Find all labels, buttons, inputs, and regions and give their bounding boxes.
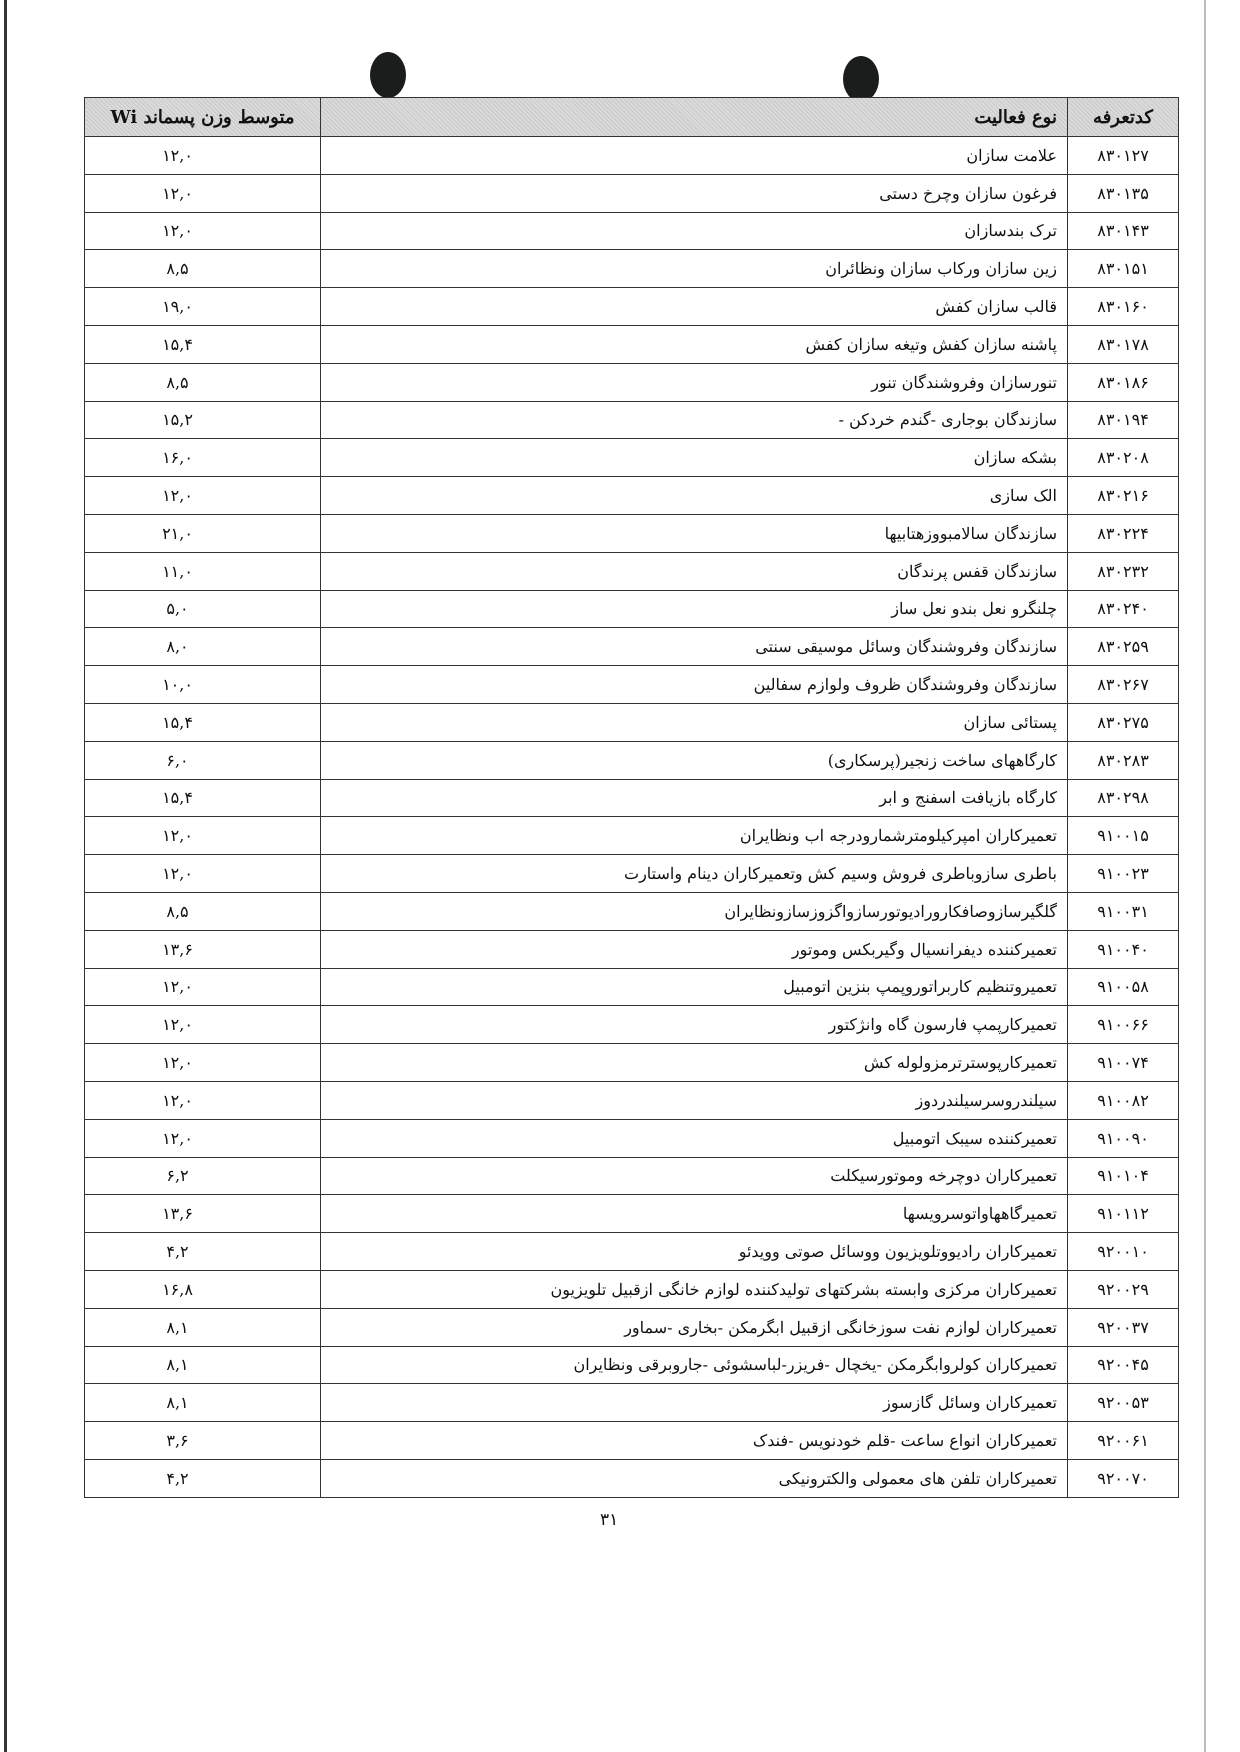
cell-code: ۸۳۰۲۹۸ — [1068, 779, 1179, 817]
cell-weight: ۱۲,۰ — [85, 1081, 321, 1119]
cell-weight: ۱۵,۴ — [85, 703, 321, 741]
table-row — [85, 1119, 1179, 1157]
cell-activity: سازندگان بوجاری -گندم خردکن - — [321, 401, 1068, 439]
cell-activity: تعمیرکارپوسترترمزولوله کش — [321, 1044, 1068, 1082]
cell-activity: علامت سازان — [321, 137, 1068, 175]
cell-weight: ۱۲,۰ — [85, 477, 321, 515]
cell-activity: تعمیرکاران انواع ساعت -قلم خودنویس -فندک — [321, 1422, 1068, 1460]
cell-code: ۹۲۰۰۳۷ — [1068, 1308, 1179, 1346]
cell-activity: تعمیروتنظیم کاربراتوروپمپ بنزین اتومبیل — [321, 968, 1068, 1006]
table-row — [85, 855, 1179, 893]
header-activity: نوع فعالیت — [321, 98, 1068, 137]
cell-weight: ۱۰,۰ — [85, 666, 321, 704]
table-row — [85, 325, 1179, 363]
cell-code: ۹۲۰۰۷۰ — [1068, 1459, 1179, 1497]
cell-weight: ۱۵,۴ — [85, 779, 321, 817]
cell-code: ۸۳۰۱۶۰ — [1068, 288, 1179, 326]
table-row — [85, 363, 1179, 401]
cell-weight: ۸,۰ — [85, 628, 321, 666]
cell-activity: پاشنه سازان کفش وتیغه سازان کفش — [321, 325, 1068, 363]
table-row — [85, 892, 1179, 930]
cell-weight: ۱۲,۰ — [85, 137, 321, 175]
cell-weight: ۱۲,۰ — [85, 817, 321, 855]
cell-weight: ۸,۱ — [85, 1308, 321, 1346]
cell-weight: ۱۲,۰ — [85, 1006, 321, 1044]
cell-activity: سیلندروسرسیلندردوز — [321, 1081, 1068, 1119]
table-row — [85, 1044, 1179, 1082]
table-body — [85, 137, 1179, 1498]
cell-weight: ۵,۰ — [85, 590, 321, 628]
cell-weight: ۱۲,۰ — [85, 174, 321, 212]
cell-code: ۹۱۰۰۹۰ — [1068, 1119, 1179, 1157]
table-row — [85, 1422, 1179, 1460]
table-row — [85, 1270, 1179, 1308]
table-row — [85, 741, 1179, 779]
cell-weight: ۶,۲ — [85, 1157, 321, 1195]
cell-code: ۹۲۰۰۱۰ — [1068, 1233, 1179, 1271]
cell-weight: ۱۳,۶ — [85, 930, 321, 968]
scan-edge-right — [1204, 0, 1206, 1752]
cell-activity: سازندگان وفروشندگان وسائل موسیقی سنتی — [321, 628, 1068, 666]
cell-weight: ۸,۱ — [85, 1346, 321, 1384]
cell-code: ۸۳۰۲۶۷ — [1068, 666, 1179, 704]
punch-hole — [370, 52, 406, 98]
cell-activity: قالب سازان کفش — [321, 288, 1068, 326]
cell-code: ۹۱۰۰۶۶ — [1068, 1006, 1179, 1044]
table-row — [85, 590, 1179, 628]
cell-weight: ۸,۱ — [85, 1384, 321, 1422]
table-row — [85, 514, 1179, 552]
cell-code: ۸۳۰۲۷۵ — [1068, 703, 1179, 741]
table-row — [85, 288, 1179, 326]
table-row — [85, 1384, 1179, 1422]
cell-code: ۹۲۰۰۶۱ — [1068, 1422, 1179, 1460]
cell-activity: پستائی سازان — [321, 703, 1068, 741]
table-row — [85, 477, 1179, 515]
cell-code: ۹۱۰۱۰۴ — [1068, 1157, 1179, 1195]
cell-code: ۹۱۰۰۱۵ — [1068, 817, 1179, 855]
cell-code: ۹۱۰۰۳۱ — [1068, 892, 1179, 930]
cell-activity: باطری سازوباطری فروش وسیم کش وتعمیرکاران دینام واستارت — [321, 855, 1068, 893]
cell-code: ۸۳۰۱۳۵ — [1068, 174, 1179, 212]
cell-code: ۸۳۰۲۰۸ — [1068, 439, 1179, 477]
cell-code: ۹۱۰۰۲۳ — [1068, 855, 1179, 893]
cell-activity: تعمیرکاران وسائل گازسوز — [321, 1384, 1068, 1422]
cell-activity: تعمیرکاران تلفن های معمولی والکترونیکی — [321, 1459, 1068, 1497]
header-weight: متوسط وزن پسماند Wi — [85, 98, 321, 137]
table-row — [85, 212, 1179, 250]
cell-weight: ۴,۲ — [85, 1459, 321, 1497]
cell-activity: تعمیرکاران دوچرخه وموتورسیکلت — [321, 1157, 1068, 1195]
cell-weight: ۱۵,۲ — [85, 401, 321, 439]
cell-code: ۹۱۰۱۱۲ — [1068, 1195, 1179, 1233]
table-row — [85, 552, 1179, 590]
cell-activity: چلنگرو نعل بندو نعل ساز — [321, 590, 1068, 628]
cell-activity: بشکه سازان — [321, 439, 1068, 477]
cell-activity: ترک بندسازان — [321, 212, 1068, 250]
cell-weight: ۲۱,۰ — [85, 514, 321, 552]
table-row — [85, 1308, 1179, 1346]
cell-code: ۸۳۰۲۸۳ — [1068, 741, 1179, 779]
cell-code: ۹۱۰۰۸۲ — [1068, 1081, 1179, 1119]
punch-hole — [843, 56, 879, 102]
cell-code: ۹۲۰۰۴۵ — [1068, 1346, 1179, 1384]
table-row — [85, 439, 1179, 477]
cell-activity: تعمیرکننده سیبک اتومبیل — [321, 1119, 1068, 1157]
cell-weight: ۴,۲ — [85, 1233, 321, 1271]
cell-weight: ۶,۰ — [85, 741, 321, 779]
table-row — [85, 1157, 1179, 1195]
cell-code: ۹۲۰۰۵۳ — [1068, 1384, 1179, 1422]
table-row — [85, 137, 1179, 175]
tariff-table — [84, 97, 1179, 1498]
cell-activity: تنورسازان وفروشندگان تنور — [321, 363, 1068, 401]
cell-weight: ۱۵,۴ — [85, 325, 321, 363]
cell-code: ۹۲۰۰۲۹ — [1068, 1270, 1179, 1308]
cell-weight: ۳,۶ — [85, 1422, 321, 1460]
header-code: کدتعرفه — [1068, 98, 1179, 137]
cell-activity: تعمیرکاران مرکزی وابسته بشرکتهای تولیدکننده لوازم خانگی ازقبیل تلویزیون — [321, 1270, 1068, 1308]
table-row — [85, 628, 1179, 666]
scan-edge-left — [4, 0, 7, 1752]
cell-activity: سازندگان وفروشندگان ظروف ولوازم سفالین — [321, 666, 1068, 704]
cell-weight: ۱۱,۰ — [85, 552, 321, 590]
cell-activity: تعمیرکارپمپ فارسون گاه وانژکتور — [321, 1006, 1068, 1044]
table-row — [85, 1233, 1179, 1271]
cell-weight: ۸,۵ — [85, 250, 321, 288]
cell-code: ۹۱۰۰۷۴ — [1068, 1044, 1179, 1082]
cell-weight: ۱۶,۰ — [85, 439, 321, 477]
cell-code: ۸۳۰۲۲۴ — [1068, 514, 1179, 552]
cell-activity: تعمیرکاران لوازم نفت سوزخانگی ازقبیل ابگرمکن -بخاری -سماور — [321, 1308, 1068, 1346]
cell-activity: تعمیرگاههاواتوسرویسها — [321, 1195, 1068, 1233]
cell-weight: ۱۲,۰ — [85, 1044, 321, 1082]
cell-code: ۸۳۰۲۴۰ — [1068, 590, 1179, 628]
cell-code: ۹۱۰۰۵۸ — [1068, 968, 1179, 1006]
page-number: ۳۱ — [600, 1510, 619, 1530]
cell-code: ۸۳۰۱۴۳ — [1068, 212, 1179, 250]
table-row — [85, 401, 1179, 439]
cell-weight: ۸,۵ — [85, 363, 321, 401]
table-row — [85, 1459, 1179, 1497]
cell-activity: سازندگان قفس پرندگان — [321, 552, 1068, 590]
table-row — [85, 779, 1179, 817]
cell-code: ۸۳۰۲۳۲ — [1068, 552, 1179, 590]
table-header-row — [85, 98, 1179, 137]
cell-code: ۹۱۰۰۴۰ — [1068, 930, 1179, 968]
cell-code: ۸۳۰۱۹۴ — [1068, 401, 1179, 439]
cell-code: ۸۳۰۱۵۱ — [1068, 250, 1179, 288]
cell-weight: ۱۹,۰ — [85, 288, 321, 326]
cell-activity: تعمیرکاران امپرکیلومترشمارودرجه اب ونظایران — [321, 817, 1068, 855]
cell-activity: گلگیرسازوصافکارورادیوتورسازواگزوزسازونظایران — [321, 892, 1068, 930]
cell-weight: ۱۲,۰ — [85, 212, 321, 250]
cell-activity: تعمیرکاران کولروابگرمکن -یخچال -فریزر-لباسشوئی -جاروبرقی ونظایران — [321, 1346, 1068, 1384]
table-row — [85, 174, 1179, 212]
cell-weight: ۱۲,۰ — [85, 855, 321, 893]
cell-activity: سازندگان سالامبووزهتابیها — [321, 514, 1068, 552]
cell-activity: زین سازان ورکاب سازان ونظائران — [321, 250, 1068, 288]
cell-weight: ۱۳,۶ — [85, 1195, 321, 1233]
table-row — [85, 968, 1179, 1006]
cell-weight: ۱۲,۰ — [85, 968, 321, 1006]
cell-code: ۸۳۰۱۸۶ — [1068, 363, 1179, 401]
table-row — [85, 1006, 1179, 1044]
cell-code: ۸۳۰۲۱۶ — [1068, 477, 1179, 515]
cell-activity: کارگاه بازیافت اسفنج و ابر — [321, 779, 1068, 817]
cell-weight: ۸,۵ — [85, 892, 321, 930]
table-row — [85, 703, 1179, 741]
table-row — [85, 1346, 1179, 1384]
table-row — [85, 1195, 1179, 1233]
cell-activity: کارگاههای ساخت زنجیر(پرسکاری) — [321, 741, 1068, 779]
cell-activity: تعمیرکاران رادیووتلویزیون ووسائل صوتی وویدئو — [321, 1233, 1068, 1271]
cell-weight: ۱۲,۰ — [85, 1119, 321, 1157]
table-row — [85, 930, 1179, 968]
cell-code: ۸۳۰۲۵۹ — [1068, 628, 1179, 666]
cell-weight: ۱۶,۸ — [85, 1270, 321, 1308]
cell-code: ۸۳۰۱۷۸ — [1068, 325, 1179, 363]
table-row — [85, 666, 1179, 704]
cell-activity: الک سازی — [321, 477, 1068, 515]
table-row — [85, 250, 1179, 288]
table-row — [85, 1081, 1179, 1119]
cell-activity: تعمیرکننده دیفرانسیال وگیربکس وموتور — [321, 930, 1068, 968]
cell-activity: فرغون سازان وچرخ دستی — [321, 174, 1068, 212]
cell-code: ۸۳۰۱۲۷ — [1068, 137, 1179, 175]
table-row — [85, 817, 1179, 855]
